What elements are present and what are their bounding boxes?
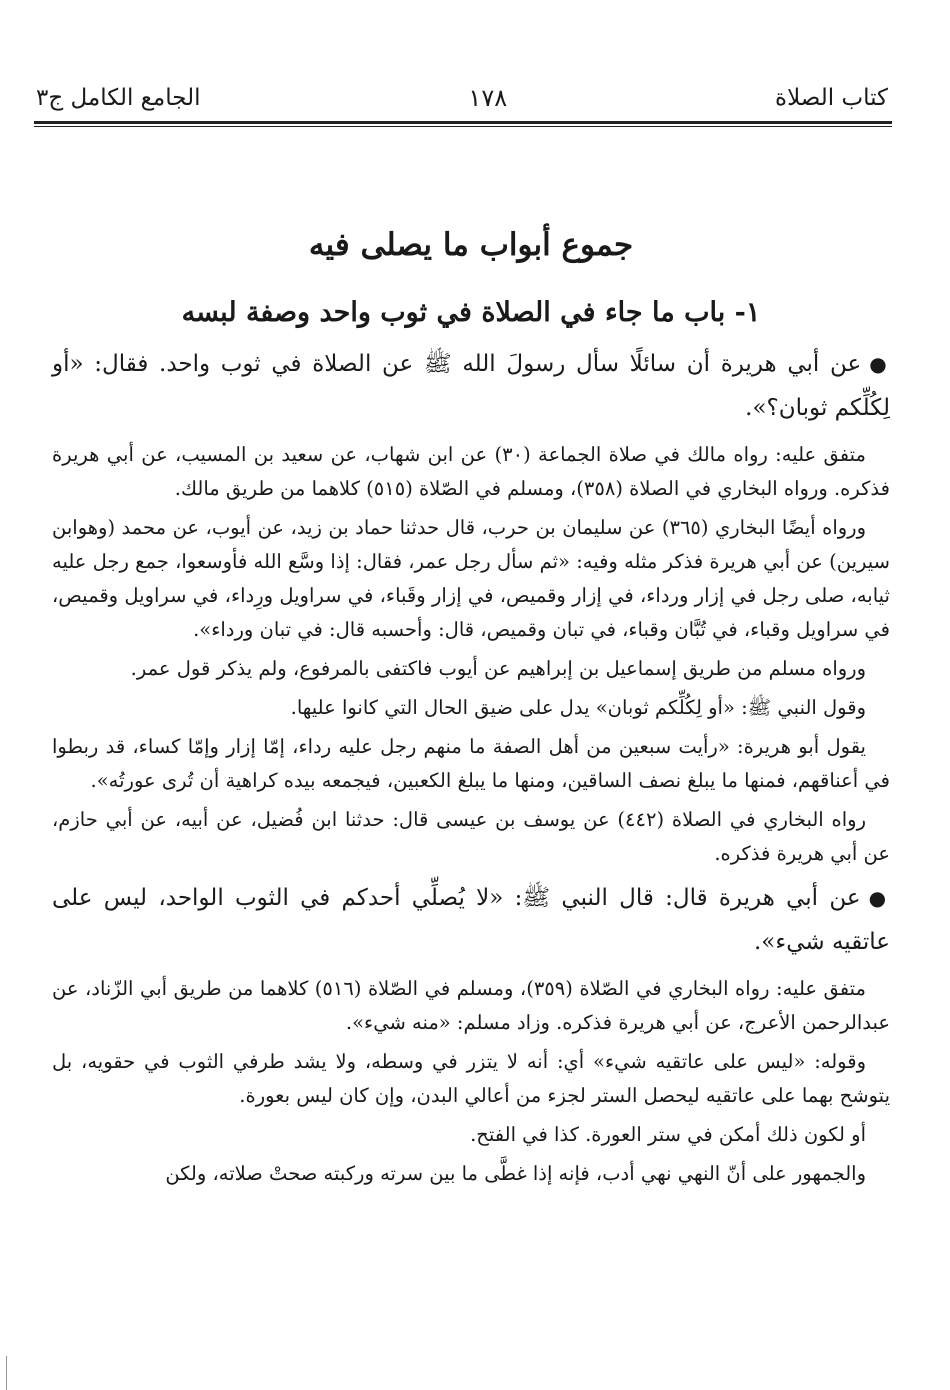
commentary-paragraph: والجمهور على أنّ النهي نهي أدب، فإنه إذا غطَّى ما بين سرته وركبته صحتْ صلاته، ولكن <box>165 1162 866 1185</box>
commentary-paragraph: ورواه أيضًا البخاري (٣٦٥) عن سليمان بن حرب، قال حدثنا حماد بن زيد، عن أيوب، عن محمد (وهوابن سيرين) عن أبي هريرة فذكر مثله وفيه: «ثم سأل رجل عمر، فقال: إذا وسَّع الله فأوسعوا، جمع رجل عليه ثيابه، صلى رجل في إزار ورداء، في إزار وقميص، في إزار وقَباء، في سراويل ورِداء، في سراويل وقميص، في سراويل وقباء، في تُبَّان وقباء، في تبان وقميص، قال: وأحسبه قال: في تبان ورداء». <box>52 516 890 641</box>
commentary-paragraph: رواه البخاري في الصلاة (٤٤٢) عن يوسف بن عيسى قال: حدثنا ابن فُضيل، عن أبيه، عن أبي حازم، عن أبي هريرة فذكره. <box>52 808 890 865</box>
running-header <box>36 80 888 116</box>
commentary-paragraph: أو لكون ذلك أمكن في ستر العورة. كذا في الفتح. <box>470 1123 866 1146</box>
commentary-paragraph: يقول أبو هريرة: «رأيت سبعين من أهل الصفة ما منهم رجل عليه رداء، إمّا إزار وإمّا كساء، قد ربطوا في أعناقهم، فمنها ما يبلغ نصف الساقين، ومنها ما يبلغ الكعبين، فيجمعه بيده كراهية أن تُرى عورتُه». <box>52 735 890 792</box>
scan-edge-mark <box>6 1356 7 1390</box>
hadith-text <box>52 876 890 964</box>
commentary-paragraph: ورواه مسلم من طريق إسماعيل بن إبراهيم عن أيوب فاكتفى بالمرفوع، ولم يذكر قول عمر. <box>130 657 866 680</box>
page-number: ١٧٨ <box>468 84 508 112</box>
bullet-icon: ● <box>869 352 890 376</box>
header-rule-thick <box>34 121 892 124</box>
commentary-paragraph: متفق عليه: رواه مالك في صلاة الجماعة (٣٠) عن ابن شهاب، عن سعيد بن المسيب، عن أبي هريرة فذكره. ورواه البخاري في الصلاة (٣٥٨)، ومسلم في الصّلاة (٥١٥) كلاهما من طريق مالك. <box>52 443 890 500</box>
commentary-paragraph: وقوله: «ليس على عاتقيه شيء» أي: أنه لا يتزر في وسطه، ولا يشد طرفي الثوب في حقويه، بل يتوشح بهما على عاتقيه ليحصل الستر لجزء من أعالي البدن، وإن كان ليس بعورة. <box>52 1050 890 1107</box>
hadith-2: عن أبي هريرة قال: قال النبي ﷺ: «لا يُصلِّي أحدكم في الثوب الواحد، ليس على عاتقيه شيء». <box>52 885 890 955</box>
commentary-paragraph: متفق عليه: رواه البخاري في الصّلاة (٣٥٩)، ومسلم في الصّلاة (٥١٦) كلاهما من طريق أبي الزّناد، عن عبدالرحمن الأعرج، عن أبي هريرة فذكره. وزاد مسلم: «منه شيء». <box>52 977 890 1034</box>
commentary-paragraph: وقول النبي ﷺ: «أو لِكُلِّكم ثوبان» يدل على ضيق الحال التي كانوا عليها. <box>290 696 866 719</box>
section-title: ١- باب ما جاء في الصلاة في ثوب واحد وصفة لبسه <box>181 297 761 328</box>
header-book-section: كتاب الصلاة <box>775 85 888 111</box>
bullet-icon: ● <box>868 886 890 910</box>
hadith-1: عن أبي هريرة أن سائلًا سأل رسولَ الله ﷺ عن الصلاة في ثوب واحد. فقال: «أو لِكُلِّكم ثوبان؟». <box>52 351 890 421</box>
hadith-text <box>52 342 890 430</box>
chapter-title: جموع أبواب ما يصلى فيه <box>308 227 634 263</box>
header-rule-thin <box>34 126 892 127</box>
header-book-title: الجامع الكامل ج٣ <box>36 85 201 111</box>
page-body <box>52 218 890 1196</box>
